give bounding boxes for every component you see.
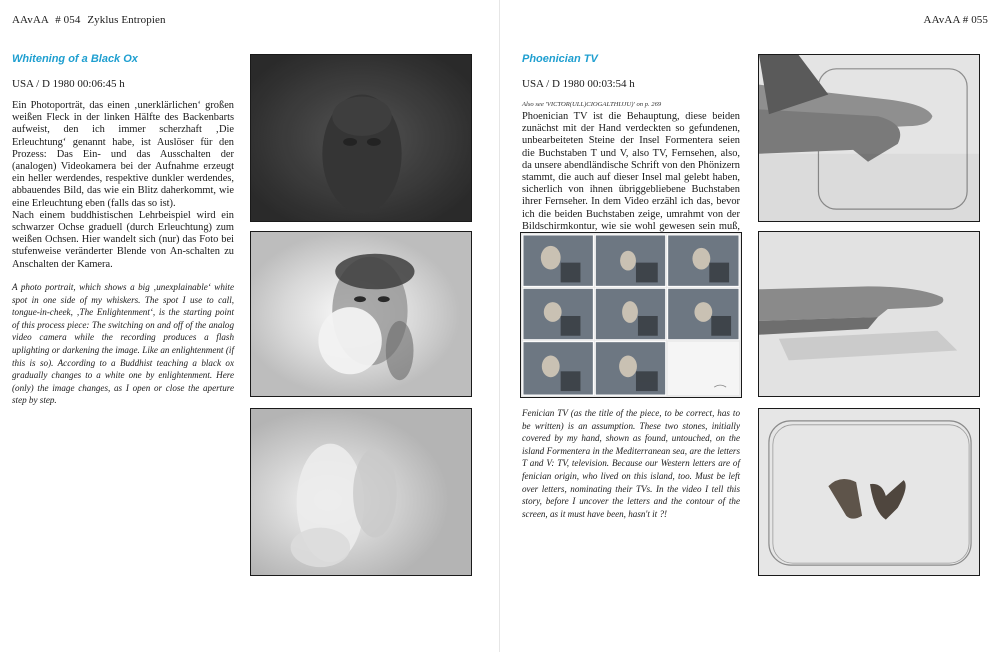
left-running-head [12,14,166,26]
right-work-meta: USA / D 1980 00:03:54 h [522,78,635,90]
tv-still-hands-image [759,55,979,221]
page-fold [499,0,500,652]
right-running-head [924,14,988,26]
left-work-title: Whitening of a Black Ox [12,53,138,65]
tv-still-stones-image [759,409,979,575]
left-text-german-paragraph: Ein Photoporträt, das einen ‚unerklärlichen‘ großen weißen Fleck in der linken Hälfte des Backenbarts aufweist, den ich immer scherzhaft ‚Die Erleuchtung‘ genannt habe, ist Auslöser für den Prozess: Das Ein- und das Ausschalten der (analogen) Videokamera bei der Aufnahme erzeugt ein heller werdendes, respektive dunkler werdendes, abbauendes Bild, das wie ein Blitz daherkommt, wie eine Erleuchtung eben (falls das so ist). [12,100,234,209]
ox-still-portrait [250,231,472,397]
tv-still-hand [758,231,980,397]
left-page-number: # 054 [55,14,81,26]
left-work-meta: USA / D 1980 00:06:45 h [12,78,125,90]
tv-still-hands [758,54,980,222]
ox-still-dark [250,54,472,222]
tv-still-hand-image [759,232,979,396]
magazine-name: AAvAA [923,14,960,26]
ox-still-portrait-image [251,232,471,396]
ox-still-bright-image [251,409,471,575]
left-text-german [12,100,234,271]
cross-reference-note: Also see 'VICTOR(ULL)CIOGALTHIJJU)' on p. 269 [522,101,662,108]
right-text-german: Phoenician TV ist die Behauptung, diese beiden zunächst mit der Hand verdeckten so gefundenen, unbearbeiteten Steine der Insel Formentera seien die Buchstaben T und V, also TV, Fernsehen, also, da unsere abendländische Schrift von den Phönizern stammt, die auch auf dieser Insel mal gelebt haben, sicherlich von ihnen übriggebliebene Buchstaben ihrer Fernseher. In dem Video erzähl ich das, bevor ich die beiden Buchstaben zeige, umrahmt von der Bildschirmkontur, wie sie wohl gewesen sein muß, [522,111,740,232]
magazine-name: AAvAA [12,14,49,26]
right-text-english: Fenician TV (as the title of the piece, to be correct, has to be written) is an assumption. These two stones, initially covered by my hand, shown as found, untouched, on the island Formentera in the Mediterranean sea, are the letters T and V: TV, television. Because our Western letters are of fenician origin, who lived on this island, too. Must be left over letters, nominating their TVs. In the video I tell this story, before I uncover the letters and the contour of the screen, as it must have been, hasn't it ?! [522,408,740,519]
series-name: Zyklus Entropien [87,14,166,26]
ox-still-bright [250,408,472,576]
stones-contact-sheet-image [521,233,741,397]
right-work-title: Phoenician TV [522,53,598,65]
tv-still-stones [758,408,980,576]
ox-still-dark-image [251,55,471,221]
stones-contact-sheet [520,232,742,398]
right-page-number: # 055 [962,14,988,26]
left-text-english: A photo portrait, which shows a big ‚unexplainable‘ white spot in one side of my whiskers. The spot I use to call, tongue-in-cheek, ‚The Enlightenment‘, is the starting point of this process piece: The switching on and off of the analog video camera while the recording produces a flash uplighting or darkening the image. Like an enlightenment (if this is so). According to a Buddhist teaching a black ox gradually changes to a white one by enlightenment. Here (only) the image changes, as I open or close the aperture step by step. [12,282,234,406]
left-text-german-paragraph: Nach einem buddhistischen Lehrbeispiel wird ein schwarzer Ochse graduell (durch Erleuchtung) zum weißen Ochsen. Hier wandelt sich (nur) das Foto bei stufenweise veränderter Blende von An-schalten zu Anschalten der Kamera. [12,209,234,270]
